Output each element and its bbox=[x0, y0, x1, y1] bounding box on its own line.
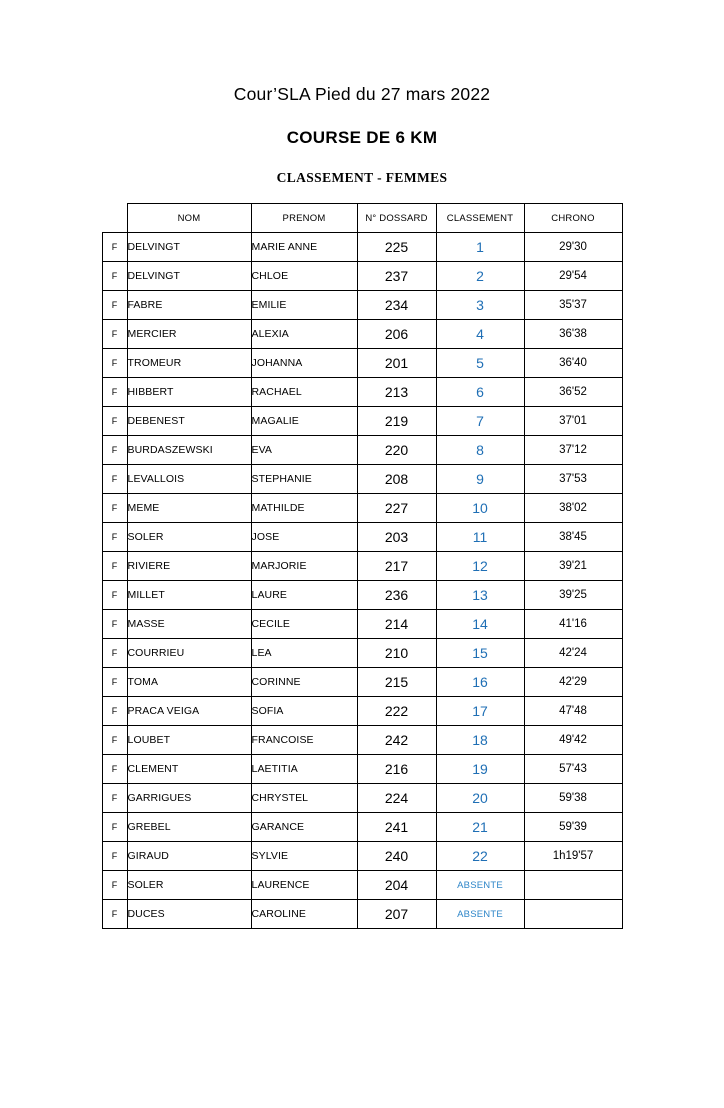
cell-nom: MEME bbox=[127, 494, 251, 523]
table-row bbox=[102, 842, 622, 871]
table-body bbox=[102, 233, 622, 929]
cell-prenom: MATHILDE bbox=[251, 494, 357, 523]
cell-dossard: 206 bbox=[357, 320, 436, 349]
cell-prenom: CECILE bbox=[251, 610, 357, 639]
cell-dossard: 207 bbox=[357, 900, 436, 929]
cell-prenom: RACHAEL bbox=[251, 378, 357, 407]
cell-sex: F bbox=[102, 436, 127, 465]
cell-prenom: SOFIA bbox=[251, 697, 357, 726]
cell-nom: TROMEUR bbox=[127, 349, 251, 378]
cell-dossard: 217 bbox=[357, 552, 436, 581]
header-nom: NOM bbox=[127, 204, 251, 233]
cell-chrono: 29'30 bbox=[524, 233, 622, 262]
table-row bbox=[102, 610, 622, 639]
cell-prenom: CAROLINE bbox=[251, 900, 357, 929]
table-row bbox=[102, 494, 622, 523]
cell-prenom: STEPHANIE bbox=[251, 465, 357, 494]
cell-chrono: 38'45 bbox=[524, 523, 622, 552]
table-header bbox=[102, 204, 622, 233]
cell-nom: MILLET bbox=[127, 581, 251, 610]
table-row bbox=[102, 378, 622, 407]
cell-dossard: 203 bbox=[357, 523, 436, 552]
cell-classement: 10 bbox=[436, 494, 524, 523]
cell-prenom: LAURE bbox=[251, 581, 357, 610]
cell-classement: 16 bbox=[436, 668, 524, 697]
header-prenom: PRENOM bbox=[251, 204, 357, 233]
cell-sex: F bbox=[102, 523, 127, 552]
cell-dossard: 219 bbox=[357, 407, 436, 436]
cell-nom: DUCES bbox=[127, 900, 251, 929]
cell-nom: SOLER bbox=[127, 523, 251, 552]
cell-classement: 19 bbox=[436, 755, 524, 784]
cell-nom: DEBENEST bbox=[127, 407, 251, 436]
table-header-row bbox=[102, 204, 622, 233]
cell-prenom: LAURENCE bbox=[251, 871, 357, 900]
header-sex bbox=[102, 204, 127, 233]
cell-chrono: 36'38 bbox=[524, 320, 622, 349]
cell-classement: 21 bbox=[436, 813, 524, 842]
document-subtitle: COURSE DE 6 KM bbox=[286, 128, 438, 147]
cell-chrono: 42'24 bbox=[524, 639, 622, 668]
cell-prenom: CHLOE bbox=[251, 262, 357, 291]
cell-classement: 12 bbox=[436, 552, 524, 581]
cell-nom: LOUBET bbox=[127, 726, 251, 755]
cell-prenom: EVA bbox=[251, 436, 357, 465]
cell-chrono bbox=[524, 900, 622, 929]
cell-dossard: 208 bbox=[357, 465, 436, 494]
cell-sex: F bbox=[102, 726, 127, 755]
cell-chrono: 38'02 bbox=[524, 494, 622, 523]
cell-classement: 20 bbox=[436, 784, 524, 813]
cell-dossard: 225 bbox=[357, 233, 436, 262]
cell-prenom: LAETITIA bbox=[251, 755, 357, 784]
cell-chrono: 59'38 bbox=[524, 784, 622, 813]
cell-sex: F bbox=[102, 842, 127, 871]
header-chrono: CHRONO bbox=[524, 204, 622, 233]
cell-chrono: 36'40 bbox=[524, 349, 622, 378]
cell-classement: 5 bbox=[436, 349, 524, 378]
cell-prenom: MAGALIE bbox=[251, 407, 357, 436]
table-row bbox=[102, 349, 622, 378]
cell-chrono: 39'21 bbox=[524, 552, 622, 581]
cell-nom: DELVINGT bbox=[127, 233, 251, 262]
table-row bbox=[102, 668, 622, 697]
cell-dossard: 242 bbox=[357, 726, 436, 755]
cell-classement: 3 bbox=[436, 291, 524, 320]
table-row bbox=[102, 900, 622, 929]
cell-chrono: 37'53 bbox=[524, 465, 622, 494]
cell-sex: F bbox=[102, 813, 127, 842]
cell-chrono bbox=[524, 871, 622, 900]
cell-sex: F bbox=[102, 697, 127, 726]
cell-classement-absente: ABSENTE bbox=[436, 900, 524, 929]
cell-chrono: 57'43 bbox=[524, 755, 622, 784]
cell-chrono: 47'48 bbox=[524, 697, 622, 726]
cell-sex: F bbox=[102, 552, 127, 581]
cell-chrono: 37'01 bbox=[524, 407, 622, 436]
table-row bbox=[102, 726, 622, 755]
cell-dossard: 240 bbox=[357, 842, 436, 871]
cell-sex: F bbox=[102, 349, 127, 378]
cell-chrono: 49'42 bbox=[524, 726, 622, 755]
cell-nom: DELVINGT bbox=[127, 262, 251, 291]
table-row bbox=[102, 262, 622, 291]
cell-chrono: 41'16 bbox=[524, 610, 622, 639]
cell-classement: 11 bbox=[436, 523, 524, 552]
cell-dossard: 222 bbox=[357, 697, 436, 726]
cell-sex: F bbox=[102, 871, 127, 900]
cell-prenom: CHRYSTEL bbox=[251, 784, 357, 813]
cell-dossard: 215 bbox=[357, 668, 436, 697]
document-section-title: CLASSEMENT - FEMMES bbox=[276, 170, 448, 185]
cell-nom: MASSE bbox=[127, 610, 251, 639]
cell-classement: 9 bbox=[436, 465, 524, 494]
table-row bbox=[102, 320, 622, 349]
cell-dossard: 201 bbox=[357, 349, 436, 378]
results-table bbox=[102, 203, 623, 929]
cell-classement: 8 bbox=[436, 436, 524, 465]
cell-dossard: 213 bbox=[357, 378, 436, 407]
table-row bbox=[102, 436, 622, 465]
cell-nom: HIBBERT bbox=[127, 378, 251, 407]
cell-chrono: 37'12 bbox=[524, 436, 622, 465]
cell-prenom: FRANCOISE bbox=[251, 726, 357, 755]
cell-nom: PRACA VEIGA bbox=[127, 697, 251, 726]
cell-dossard: 237 bbox=[357, 262, 436, 291]
cell-sex: F bbox=[102, 668, 127, 697]
results-table-container bbox=[0, 203, 724, 929]
table-row bbox=[102, 784, 622, 813]
cell-nom: SOLER bbox=[127, 871, 251, 900]
cell-nom: GARRIGUES bbox=[127, 784, 251, 813]
cell-nom: GREBEL bbox=[127, 813, 251, 842]
cell-sex: F bbox=[102, 784, 127, 813]
table-row bbox=[102, 639, 622, 668]
cell-prenom: JOSE bbox=[251, 523, 357, 552]
cell-dossard: 210 bbox=[357, 639, 436, 668]
cell-nom: RIVIERE bbox=[127, 552, 251, 581]
cell-sex: F bbox=[102, 262, 127, 291]
cell-classement: 6 bbox=[436, 378, 524, 407]
table-row bbox=[102, 523, 622, 552]
cell-classement: 4 bbox=[436, 320, 524, 349]
cell-nom: FABRE bbox=[127, 291, 251, 320]
cell-sex: F bbox=[102, 900, 127, 929]
cell-dossard: 224 bbox=[357, 784, 436, 813]
cell-sex: F bbox=[102, 407, 127, 436]
cell-sex: F bbox=[102, 291, 127, 320]
table-row bbox=[102, 813, 622, 842]
cell-chrono: 36'52 bbox=[524, 378, 622, 407]
cell-dossard: 204 bbox=[357, 871, 436, 900]
cell-prenom: CORINNE bbox=[251, 668, 357, 697]
cell-classement: 1 bbox=[436, 233, 524, 262]
cell-nom: COURRIEU bbox=[127, 639, 251, 668]
cell-classement: 2 bbox=[436, 262, 524, 291]
cell-sex: F bbox=[102, 639, 127, 668]
cell-nom: TOMA bbox=[127, 668, 251, 697]
cell-sex: F bbox=[102, 755, 127, 784]
cell-sex: F bbox=[102, 494, 127, 523]
cell-sex: F bbox=[102, 378, 127, 407]
table-row bbox=[102, 233, 622, 262]
cell-classement: 18 bbox=[436, 726, 524, 755]
cell-dossard: 236 bbox=[357, 581, 436, 610]
cell-nom: LEVALLOIS bbox=[127, 465, 251, 494]
table-row bbox=[102, 755, 622, 784]
cell-dossard: 241 bbox=[357, 813, 436, 842]
cell-classement: 13 bbox=[436, 581, 524, 610]
table-row bbox=[102, 697, 622, 726]
cell-classement: 7 bbox=[436, 407, 524, 436]
table-row bbox=[102, 291, 622, 320]
document-title: Cour’SLA Pied du 27 mars 2022 bbox=[233, 84, 491, 104]
cell-dossard: 227 bbox=[357, 494, 436, 523]
cell-chrono: 1h19'57 bbox=[524, 842, 622, 871]
cell-prenom: ALEXIA bbox=[251, 320, 357, 349]
cell-chrono: 59'39 bbox=[524, 813, 622, 842]
cell-sex: F bbox=[102, 465, 127, 494]
cell-prenom: GARANCE bbox=[251, 813, 357, 842]
cell-nom: CLEMENT bbox=[127, 755, 251, 784]
table-row bbox=[102, 552, 622, 581]
cell-nom: BURDASZEWSKI bbox=[127, 436, 251, 465]
cell-prenom: JOHANNA bbox=[251, 349, 357, 378]
header-dossard: N° DOSSARD bbox=[357, 204, 436, 233]
cell-chrono: 35'37 bbox=[524, 291, 622, 320]
cell-classement: 15 bbox=[436, 639, 524, 668]
cell-prenom: SYLVIE bbox=[251, 842, 357, 871]
table-row bbox=[102, 581, 622, 610]
cell-sex: F bbox=[102, 320, 127, 349]
cell-prenom: MARIE ANNE bbox=[251, 233, 357, 262]
document-page bbox=[0, 84, 724, 1108]
table-row bbox=[102, 871, 622, 900]
cell-dossard: 216 bbox=[357, 755, 436, 784]
cell-classement: 22 bbox=[436, 842, 524, 871]
cell-prenom: MARJORIE bbox=[251, 552, 357, 581]
cell-dossard: 214 bbox=[357, 610, 436, 639]
cell-prenom: EMILIE bbox=[251, 291, 357, 320]
cell-nom: GIRAUD bbox=[127, 842, 251, 871]
cell-chrono: 39'25 bbox=[524, 581, 622, 610]
cell-prenom: LEA bbox=[251, 639, 357, 668]
header-classement: CLASSEMENT bbox=[436, 204, 524, 233]
cell-classement: 14 bbox=[436, 610, 524, 639]
table-row bbox=[102, 465, 622, 494]
cell-classement: 17 bbox=[436, 697, 524, 726]
cell-sex: F bbox=[102, 233, 127, 262]
cell-chrono: 29'54 bbox=[524, 262, 622, 291]
cell-sex: F bbox=[102, 610, 127, 639]
table-row bbox=[102, 407, 622, 436]
cell-dossard: 220 bbox=[357, 436, 436, 465]
cell-classement-absente: ABSENTE bbox=[436, 871, 524, 900]
cell-sex: F bbox=[102, 581, 127, 610]
cell-nom: MERCIER bbox=[127, 320, 251, 349]
cell-chrono: 42'29 bbox=[524, 668, 622, 697]
cell-dossard: 234 bbox=[357, 291, 436, 320]
